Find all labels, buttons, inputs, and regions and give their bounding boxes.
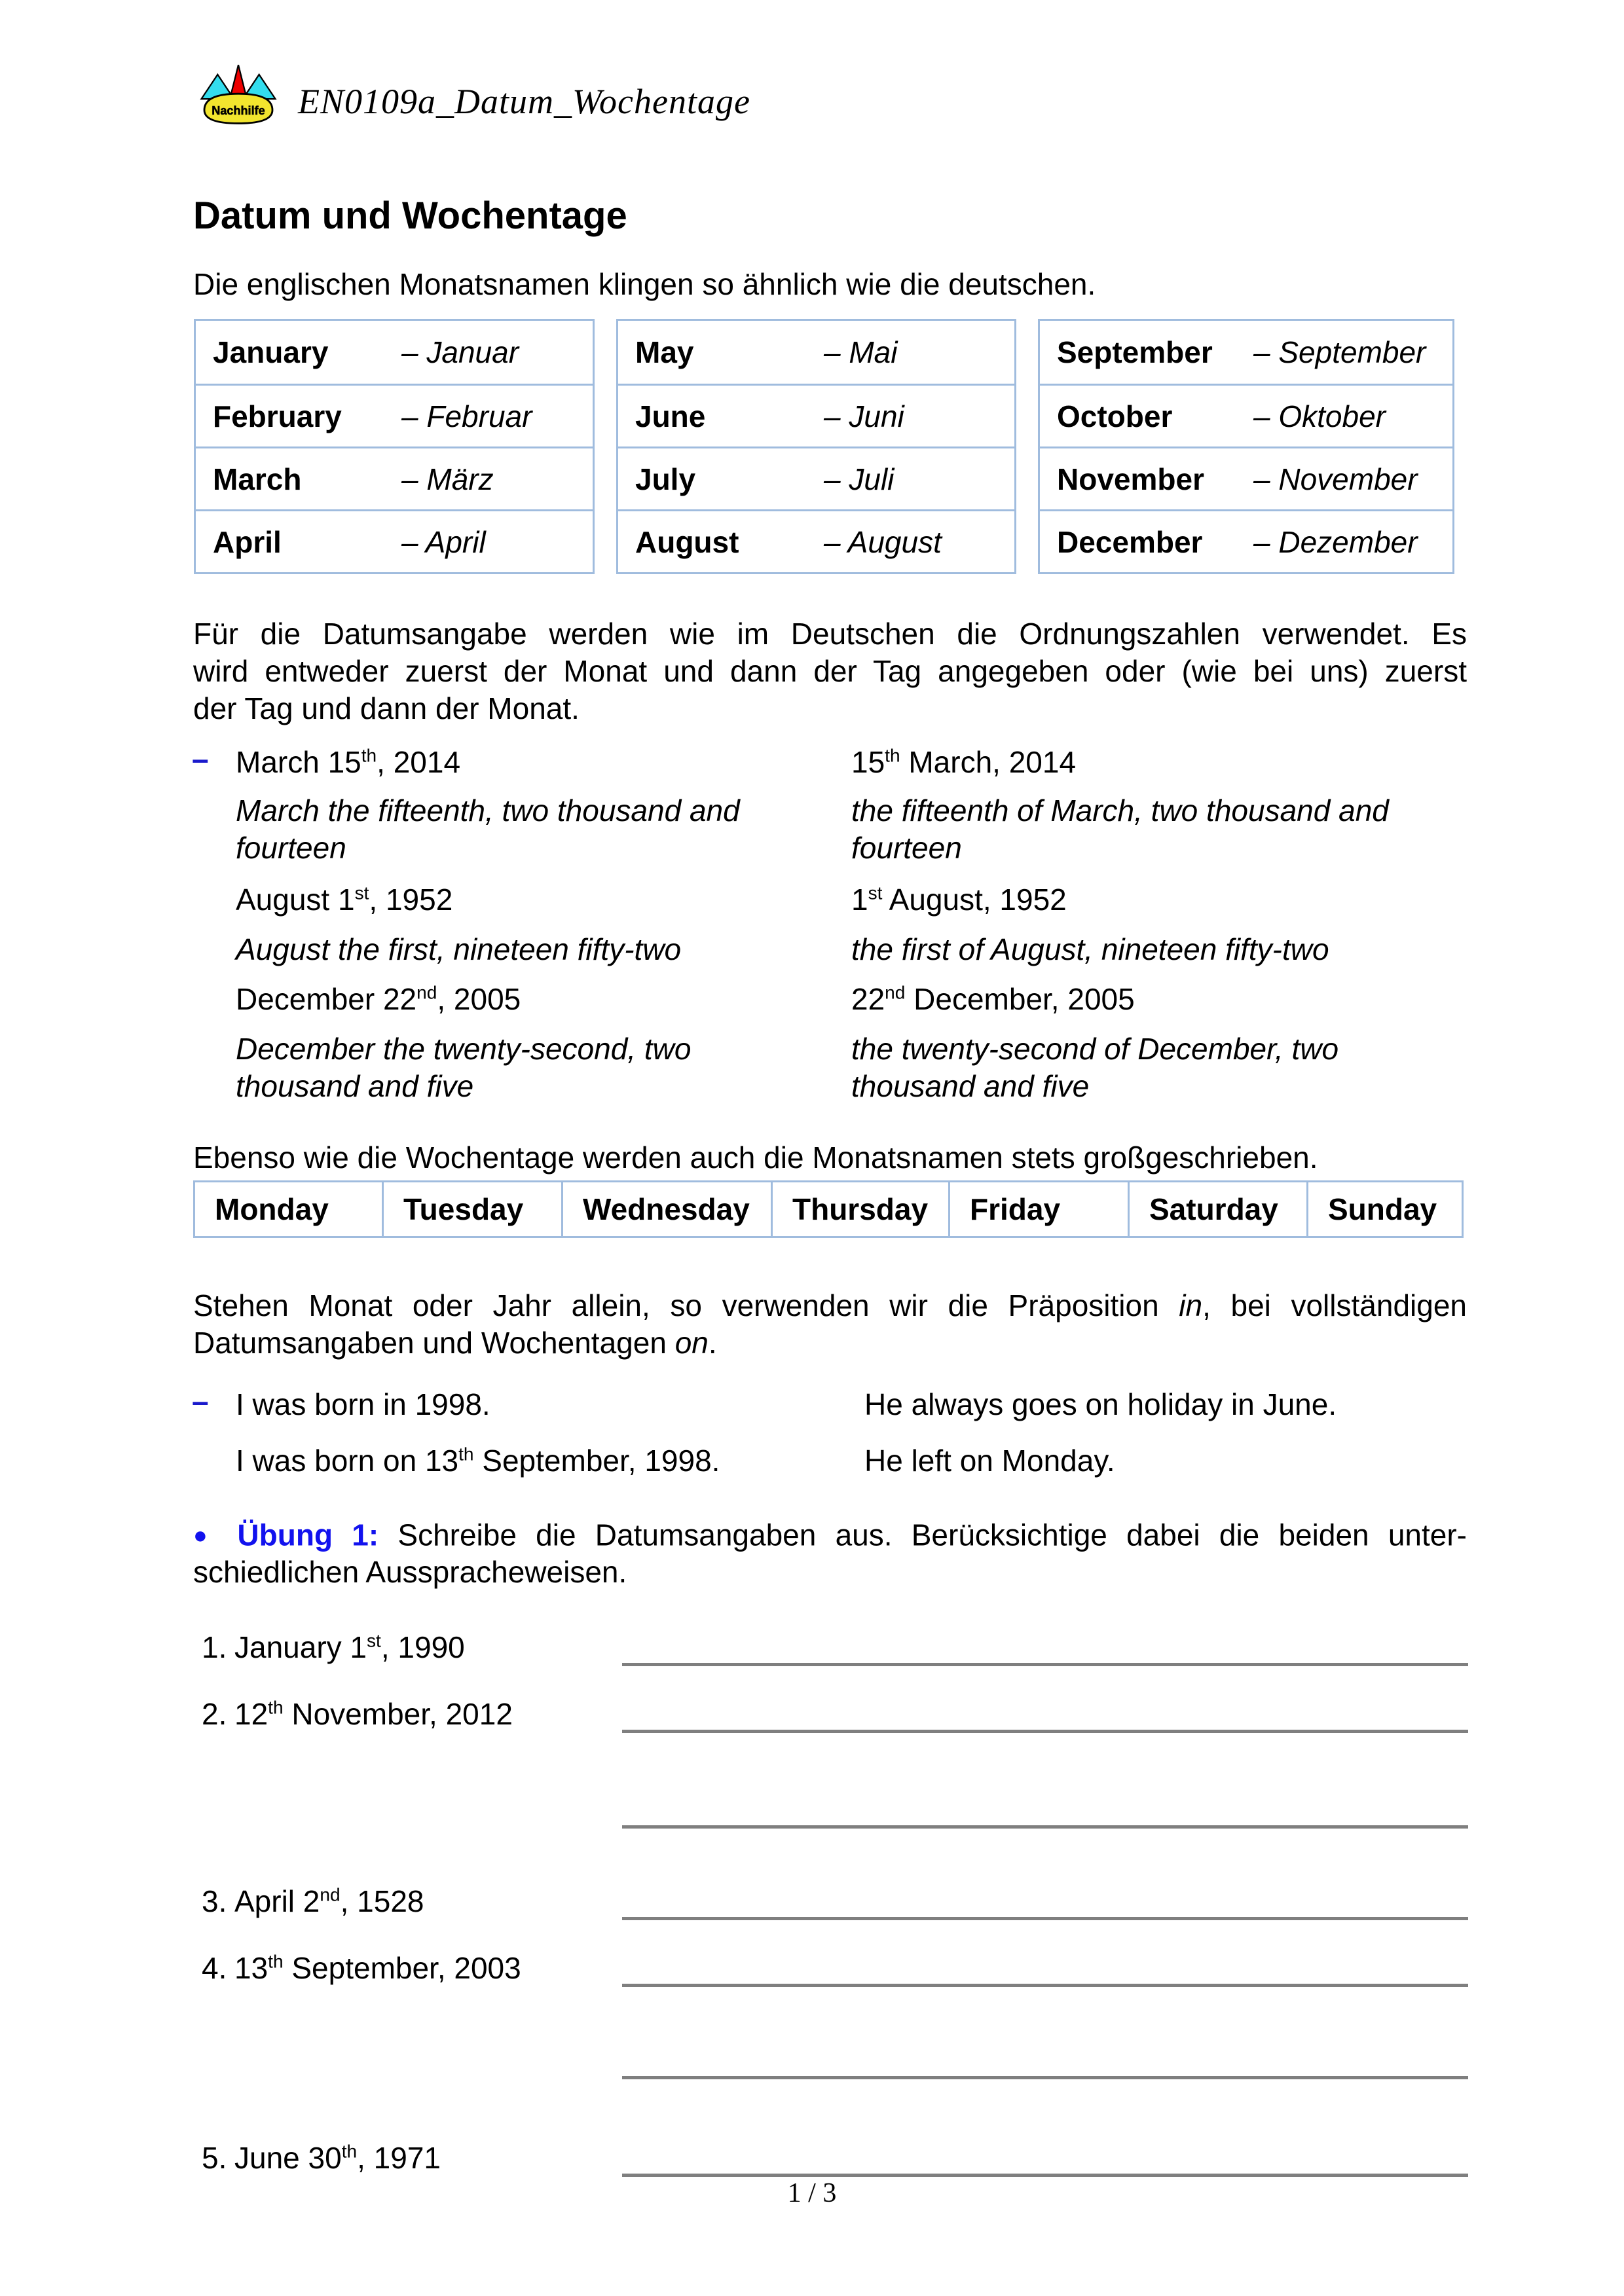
weekday-cell: Wednesday xyxy=(561,1182,771,1236)
item-number: 4. xyxy=(202,1951,227,1985)
ordinals-paragraph-line2: wird entweder zuerst der Monat und dann der Tag angegeben oder (wie bei uns) zuerst xyxy=(193,654,1467,688)
date-pre: 1 xyxy=(851,883,868,917)
date-ordinal-suffix: nd xyxy=(320,1884,341,1905)
date-example-right xyxy=(851,981,1470,1018)
weekday-cell: Thursday xyxy=(771,1182,948,1236)
date-post: , 1990 xyxy=(380,1630,465,1664)
date-pre: 15 xyxy=(851,745,885,779)
date-ordinal-suffix: st xyxy=(354,883,369,903)
ordinals-paragraph-line3: der Tag und dann der Monat. xyxy=(193,691,580,725)
item-number: 2. xyxy=(202,1697,227,1731)
date-post: , 1971 xyxy=(357,2141,441,2175)
date-ordinal-suffix: th xyxy=(341,2141,358,2162)
month-en: February xyxy=(213,399,342,433)
date-example-left xyxy=(236,744,812,781)
month-en: August xyxy=(635,524,739,559)
weekday-cell: Friday xyxy=(948,1182,1128,1236)
date-post: , 2005 xyxy=(437,982,521,1016)
answer-line[interactable] xyxy=(622,1663,1468,1666)
month-en: April xyxy=(213,524,282,559)
month-de: – Februar xyxy=(401,399,532,433)
month-en: July xyxy=(635,462,696,496)
date-ordinal-suffix: th xyxy=(268,1697,284,1718)
usage-example-right: He left on Monday. xyxy=(864,1444,1115,1478)
answer-line[interactable] xyxy=(622,1984,1468,1987)
text-segment: . xyxy=(708,1326,717,1360)
usage-example-left: I was born in 1998. xyxy=(236,1387,490,1421)
table-row xyxy=(196,384,593,446)
preposition-on: on xyxy=(674,1326,709,1360)
capitalization-paragraph: Ebenso wie die Wochentage werden auch die Monatsnamen stets großgeschrieben. xyxy=(193,1140,1318,1175)
item-number: 3. xyxy=(202,1884,227,1918)
date-pre: August 1 xyxy=(236,883,355,917)
answer-line[interactable] xyxy=(622,1917,1468,1920)
table-row xyxy=(196,446,593,509)
weekday-cell: Monday xyxy=(215,1192,329,1226)
item-date xyxy=(234,1696,513,1733)
page-title: Datum und Wochentage xyxy=(193,194,627,237)
prepositions-paragraph-line1 xyxy=(193,1287,1467,1324)
pronunciation-right: the first of August, nineteen fifty-two xyxy=(851,932,1329,966)
month-table-3 xyxy=(1038,319,1454,574)
table-row xyxy=(196,509,593,572)
item-number: 5. xyxy=(202,2141,227,2175)
date-pre: 12 xyxy=(234,1697,268,1731)
table-row xyxy=(1040,384,1452,446)
prepositions-paragraph-line2 xyxy=(193,1324,1467,1362)
usage-example-left xyxy=(236,1442,825,1480)
date-post: , 1528 xyxy=(340,1884,424,1918)
month-de: – Juli xyxy=(824,462,895,496)
text-segment: , bei vollständigen xyxy=(1202,1288,1467,1322)
exercise-instructions: Schreibe die Datumsangaben aus. Berücksichtige dabei die beiden unter- xyxy=(378,1518,1467,1552)
exercise-header-line2: schiedlichen Ausspracheweisen. xyxy=(193,1555,627,1589)
month-en: September xyxy=(1057,335,1213,369)
item-number: 1. xyxy=(202,1630,227,1664)
pron-line2: thousand and five xyxy=(236,1069,474,1103)
pron-line2: fourteen xyxy=(851,831,962,865)
month-de: – Juni xyxy=(824,399,904,433)
date-post: , 2014 xyxy=(377,745,461,779)
answer-line[interactable] xyxy=(622,1730,1468,1733)
bullet-icon: ● xyxy=(193,1522,219,1548)
date-post: , 1952 xyxy=(369,883,453,917)
pronunciation-right xyxy=(851,1030,1470,1105)
table-row xyxy=(618,446,1014,509)
date-pre: 22 xyxy=(851,982,885,1016)
date-pre: I was born on 13 xyxy=(236,1444,459,1478)
month-table-1 xyxy=(194,319,595,574)
exercise-item xyxy=(202,2140,608,2177)
table-row xyxy=(618,384,1014,446)
exercise-item xyxy=(202,1883,608,1920)
item-date xyxy=(234,1629,465,1666)
date-example-left xyxy=(236,981,812,1018)
month-en: June xyxy=(635,399,706,433)
month-en: March xyxy=(213,462,302,496)
month-de: – April xyxy=(401,524,486,559)
month-de: – Mai xyxy=(824,335,898,369)
pronunciation-left xyxy=(236,1030,812,1105)
item-date xyxy=(234,2140,441,2177)
weekday-cell: Saturday xyxy=(1128,1182,1306,1236)
answer-line[interactable] xyxy=(622,2076,1468,2079)
example-dash-marker: – xyxy=(192,1384,209,1418)
table-row xyxy=(1040,446,1452,509)
nachhilfe-logo-icon xyxy=(200,64,277,132)
month-de: – Oktober xyxy=(1253,399,1386,433)
table-row xyxy=(1040,509,1452,572)
pron-line1: December the twenty-second, two xyxy=(236,1032,692,1066)
date-ordinal-suffix: th xyxy=(458,1444,474,1465)
date-post: September, 1998. xyxy=(473,1444,720,1478)
date-post: December, 2005 xyxy=(905,982,1135,1016)
month-de: – Dezember xyxy=(1253,524,1418,559)
month-en: January xyxy=(213,335,329,369)
date-post: March, 2014 xyxy=(900,745,1077,779)
date-ordinal-suffix: st xyxy=(367,1630,381,1651)
table-row xyxy=(1040,321,1452,384)
pronunciation-left xyxy=(236,792,812,867)
answer-line[interactable] xyxy=(622,2174,1468,2177)
weekday-cell: Tuesday xyxy=(382,1182,561,1236)
pron-line2: thousand and five xyxy=(851,1069,1090,1103)
table-row xyxy=(196,321,593,384)
date-pre: January 1 xyxy=(234,1630,367,1664)
table-row xyxy=(618,509,1014,572)
ordinals-paragraph-line1: Für die Datumsangabe werden wie im Deutschen die Ordnungszahlen verwendet. Es xyxy=(193,617,1467,651)
month-en: May xyxy=(635,335,694,369)
month-en: December xyxy=(1057,524,1203,559)
month-en: October xyxy=(1057,399,1173,433)
date-pre: April 2 xyxy=(234,1884,320,1918)
item-date xyxy=(234,1950,521,1987)
date-example-left xyxy=(236,881,812,919)
date-post: September, 2003 xyxy=(283,1951,521,1985)
logo-label: Nachhilfe xyxy=(212,103,265,117)
date-pre: March 15 xyxy=(236,745,361,779)
exercise-item xyxy=(202,1629,608,1666)
month-de: – November xyxy=(1253,462,1418,496)
pron-line1: the twenty-second of December, two xyxy=(851,1032,1339,1066)
date-example-right xyxy=(851,881,1470,919)
date-pre: June 30 xyxy=(234,2141,342,2175)
example-dash-marker: – xyxy=(192,742,209,776)
date-ordinal-suffix: th xyxy=(885,745,900,766)
table-row xyxy=(618,321,1014,384)
month-table-2 xyxy=(616,319,1016,574)
exercise-item xyxy=(202,1696,608,1733)
month-de: – Januar xyxy=(401,335,519,369)
date-ordinal-suffix: nd xyxy=(885,982,906,1003)
intro-paragraph: Die englischen Monatsnamen klingen so ähnlich wie die deutschen. xyxy=(193,267,1096,301)
month-de: – März xyxy=(401,462,494,496)
pron-line2: fourteen xyxy=(236,831,346,865)
pronunciation-right xyxy=(851,792,1470,867)
text-segment: Datumsangaben und Wochentagen xyxy=(193,1326,675,1360)
date-ordinal-suffix: th xyxy=(361,745,377,766)
item-date xyxy=(234,1883,424,1920)
text-segment: Stehen Monat oder Jahr allein, so verwenden wir die Präposition xyxy=(193,1288,1179,1322)
pronunciation-left: August the first, nineteen fifty-two xyxy=(236,932,682,966)
date-pre: December 22 xyxy=(236,982,417,1016)
weekday-cell: Sunday xyxy=(1306,1182,1462,1236)
date-ordinal-suffix: st xyxy=(868,883,883,903)
exercise-label: Übung 1: xyxy=(237,1518,379,1552)
pron-line1: the fifteenth of March, two thousand and xyxy=(851,793,1389,828)
month-en: November xyxy=(1057,462,1204,496)
document-id: EN0109a_Datum_Wochentage xyxy=(298,82,750,121)
month-de: – August xyxy=(824,524,942,559)
month-de: – September xyxy=(1253,335,1426,369)
date-ordinal-suffix: th xyxy=(268,1951,284,1972)
pron-line1: March the fifteenth, two thousand and xyxy=(236,793,740,828)
preposition-in: in xyxy=(1179,1288,1203,1322)
usage-example-right: He always goes on holiday in June. xyxy=(864,1387,1337,1421)
weekdays-table xyxy=(193,1180,1464,1238)
exercise-header-line1 xyxy=(193,1516,1467,1554)
exercise-item xyxy=(202,1950,608,1987)
date-post: August, 1952 xyxy=(882,883,1067,917)
date-pre: 13 xyxy=(234,1951,268,1985)
date-ordinal-suffix: nd xyxy=(416,982,437,1003)
page-number: 1 / 3 xyxy=(787,2178,837,2208)
date-example-right xyxy=(851,744,1470,781)
answer-line[interactable] xyxy=(622,1825,1468,1829)
date-post: November, 2012 xyxy=(283,1697,513,1731)
